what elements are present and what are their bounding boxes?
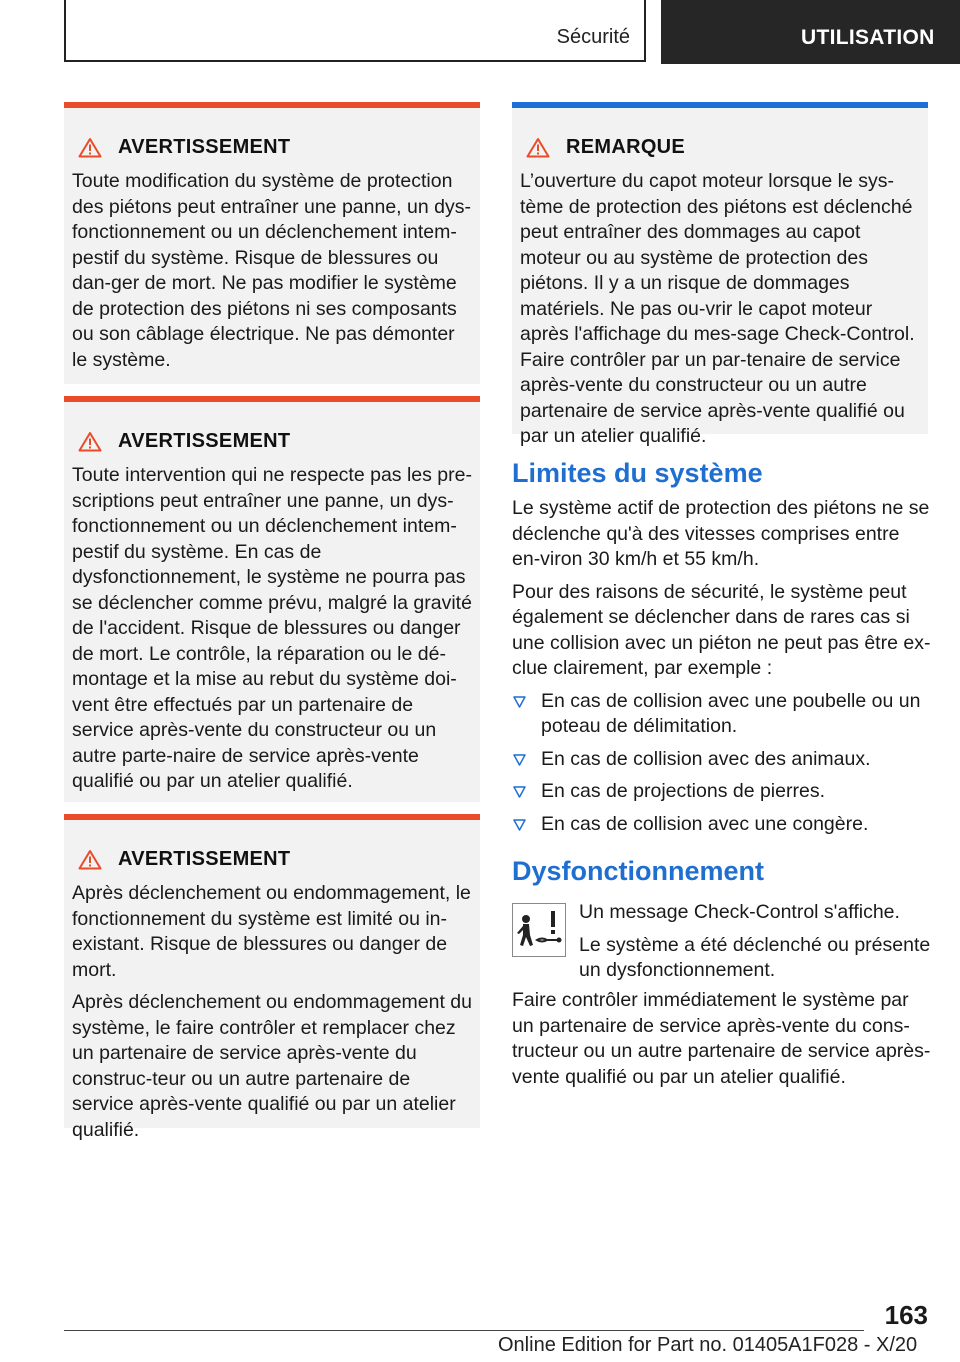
- page-number: 163: [884, 1300, 928, 1330]
- warning-header: [72, 426, 472, 456]
- section-box: [64, 0, 646, 62]
- warning-title: AVERTISSEMENT: [118, 429, 291, 452]
- limits-section: [512, 496, 932, 844]
- list-item: [512, 689, 932, 740]
- warning-triangle-icon: [78, 137, 102, 158]
- malfunction-heading: Dysfonctionnement: [512, 856, 765, 886]
- pedestrian-protection-warning-icon: [512, 903, 566, 957]
- warning-header: [72, 844, 472, 874]
- limits-list: [512, 689, 932, 838]
- list-item-text: En cas de projections de pierres.: [541, 780, 825, 802]
- malfunction-line-1: Un message Check-Control s'affiche.: [579, 901, 900, 923]
- edition-note: Online Edition for Part no. 01405A1F028 - X/20: [498, 1334, 918, 1356]
- triangle-bullet-icon: [513, 696, 526, 708]
- triangle-bullet-icon: [513, 754, 526, 766]
- list-item: [512, 747, 932, 773]
- warning-title: AVERTISSEMENT: [118, 135, 291, 158]
- chapter-title: UTILISATION: [801, 26, 935, 49]
- triangle-bullet-icon: [513, 819, 526, 831]
- section-title: Sécurité: [556, 26, 630, 48]
- warning-triangle-icon: [526, 137, 550, 158]
- remark-title: REMARQUE: [566, 135, 686, 158]
- triangle-bullet-icon: [513, 786, 526, 798]
- warning-text: Après déclenchement ou endommagement du système, le faire contrôler et remplacer chez un partenaire de service après-vente du construc-teur ou un autre partenaire de service après-vente qualifié ou par un atelier qualifié.: [72, 991, 472, 1141]
- list-item-text: En cas de collision avec une congère.: [541, 812, 869, 835]
- warning-text: Toute intervention qui ne respecte pas les pre-scriptions peut entraîner une panne, un dys-fonctionnement ou un déclenchement intem-pestif du système. En cas de dysfonctionnement, le système ne pourra pas se déclencher comme prévu, malgré la gravité de l'accident. Risque de blessures ou danger de mort. Le contrôle, la réparation ou le dé-montage et la mise au rebut du système doi-vent être effectués par un partenaire de service après-vente du constructeur ou un autre parte-naire de service après-vente qualifié ou par un atelier qualifié.: [72, 464, 472, 792]
- list-item: [512, 779, 932, 805]
- limits-para-2: Pour des raisons de sécurité, le système peut également se déclencher dans de rares cas si une collision avec un piéton ne peut pas être ex-clue clairement, par exemple :: [512, 580, 931, 679]
- warning-text: Toute modification du système de protection des piétons peut entraîner une panne, un dys-fonctionnement ou un déclenchement intem-pestif du système. Risque de blessures ou dan-ger de mort. Ne pas modifier le système de protection des piétons ni ses composants ou son câblage électrique. Ne pas démonter le système.: [72, 170, 471, 371]
- malfunction-para-wrap: [512, 988, 932, 1090]
- malfunction-para: Faire contrôler immédiatement le système par un partenaire de service après-vente du cons-tructeur ou un autre partenaire de service après-vente qualifié ou par un atelier qualifié.: [512, 989, 931, 1088]
- limits-heading: Limites du système: [512, 458, 763, 488]
- warning-triangle-icon: [78, 849, 102, 870]
- limits-para-1: Le système actif de protection des piétons ne se déclenche qu'à des vitesses comprises entre en-viron 30 km/h et 55 km/h.: [512, 497, 930, 570]
- remark-header: [520, 132, 920, 162]
- warning-header: [72, 132, 472, 162]
- warning-box-1: [64, 102, 480, 384]
- list-item-text: En cas de collision avec des animaux.: [541, 747, 871, 770]
- warning-box-2: [64, 396, 480, 802]
- page-header: [0, 0, 960, 66]
- list-item-text: En cas de collision avec une poubelle ou un poteau de délimitation.: [541, 689, 921, 737]
- malfunction-line-2: Le système a été déclenché ou présente un dysfonctionnement.: [579, 933, 931, 981]
- warning-box-3: [64, 814, 480, 1141]
- warning-triangle-icon: [78, 431, 102, 452]
- remark-box: [512, 102, 928, 447]
- list-item: [512, 812, 932, 838]
- footer-divider: [64, 1330, 864, 1331]
- warning-title: AVERTISSEMENT: [118, 847, 291, 870]
- chapter-tab[interactable]: [661, 0, 960, 64]
- remark-text: L’ouverture du capot moteur lorsque le sys-tème de protection des piétons est déclenché peut entraîner des dommages au capot moteur ou au système de protection des piétons. Il y a un risque de dommages matériels. Ne pas ou-vrir le capot moteur après l'affichage du mes-sage Check-Control. Faire contrôler par un par-tenaire de service après-vente du constructeur ou un autre partenaire de service après-vente qualifié ou par un atelier qualifié.: [520, 170, 915, 447]
- warning-text: Après déclenchement ou endommagement, le fonctionnement du système est limité ou in-existant. Risque de blessures ou danger de mort.: [72, 882, 471, 981]
- malfunction-lines: [579, 900, 931, 984]
